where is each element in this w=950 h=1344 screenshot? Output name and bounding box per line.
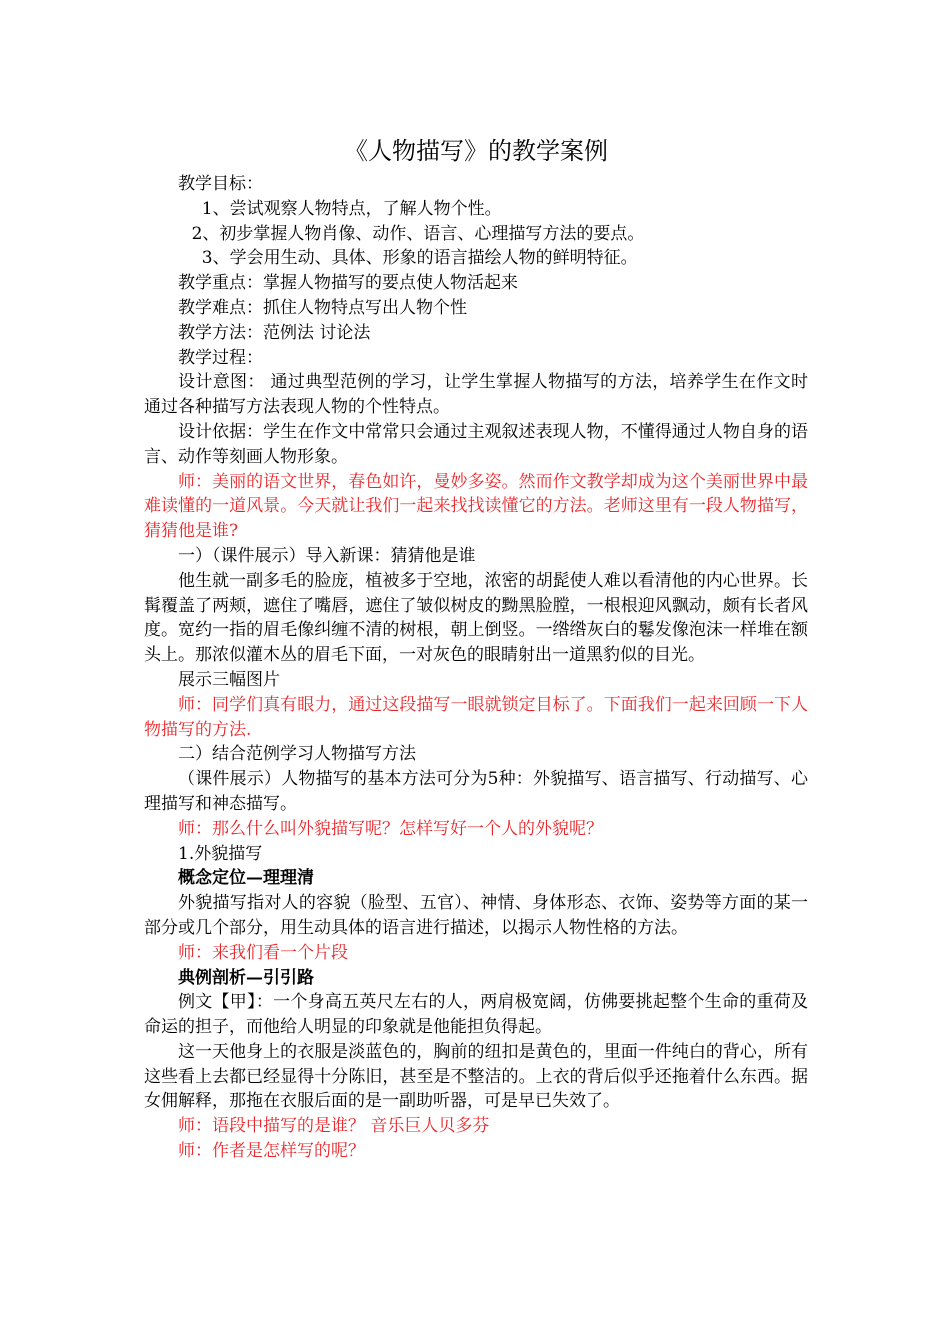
teacher-review: 师：同学们真有眼力，通过这段描写一眼就锁定目标了。下面我们一起来回顾一下人物描写的方法. [144, 694, 808, 740]
objective-1: 1、尝试观察人物特点，了解人物个性。 [201, 198, 502, 219]
document-body [144, 136, 808, 1164]
teaching-difficulty: 教学难点：抓住人物特点写出人物个性 [178, 297, 467, 318]
teaching-focus: 教学重点：掌握人物描写的要点使人物活起来 [178, 273, 518, 294]
section-1-heading: 一）（课件展示）导入新课：猜猜他是谁 [178, 545, 476, 566]
teaching-method: 教学方法：范例法 讨论法 [178, 322, 371, 343]
teacher-who: 师：语段中描写的是谁？ 音乐巨人贝多芬 [178, 1116, 490, 1137]
teacher-question-appearance: 师：那么什么叫外貌描写呢？怎样写好一个人的外貌呢？ [178, 818, 603, 839]
teaching-process-heading: 教学过程： [178, 347, 263, 368]
show-pictures: 展示三幅图片 [178, 669, 280, 690]
example-heading: 典例剖析—引引路 [178, 967, 314, 988]
example-a-continued: 这一天他身上的衣服是淡蓝色的，胸前的纽扣是黄色的，里面一件纯白的背心，所有这些看上去都已经显得十分陈旧，甚至是不整洁的。上衣的背后似乎还拖着什么东西。据女佣解释，那拖在衣服后面的是一副助听器，可是早已失效了。 [144, 1041, 808, 1112]
five-methods: （课件展示）人物描写的基本方法可分为5种：外貌描写、语言描写、行动描写、心理描写和神态描写。 [144, 769, 808, 814]
appearance-definition: 外貌描写指对人的容貌（脸型、五官）、神情、身体形态、衣饰、姿势等方面的某一部分或几个部分，用生动具体的语言进行描述，以揭示人物性格的方法。 [144, 893, 808, 938]
example-a: 例文【甲】：一个身高五英尺左右的人，两肩极宽阔，仿佛要挑起整个生命的重荷及命运的担子，而他给人明显的印象就是他能担负得起。 [144, 992, 808, 1038]
objective-3: 3、学会用生动、具体、形象的语言描绘人物的鲜明特征。 [201, 248, 638, 269]
teacher-fragment: 师：来我们看一个片段 [178, 942, 348, 963]
concept-heading: 概念定位—理理清 [178, 868, 314, 889]
design-basis: 设计依据：学生在作文中常常只会通过主观叙述表现人物，不懂得通过人物自身的语言、动作等刻画人物形象。 [144, 421, 808, 467]
document-title: 《人物描写》的教学案例 [344, 137, 608, 165]
objectives-heading: 教学目标： [178, 174, 263, 194]
section-2-heading: 二）结合范例学习人物描写方法 [178, 744, 416, 765]
guess-passage: 他生就一副多毛的脸庞，植被多于空地，浓密的胡髭使人难以看清他的内心世界。长髯覆盖了两颊，遮住了嘴唇，遮住了皱似树皮的黝黑脸膛，一根根迎风飘动，颇有长者风度。宽约一指的眉毛像纠缠不清的树根，朝上倒竖。一绺绺灰白的鬈发像泡沫一样堆在额头上。那浓似灌木丛的眉毛下面，一对灰色的眼睛射出一道黑豹似的目光。 [144, 570, 808, 666]
design-intent: 设计意图： 通过典型范例的学习，让学生掌握人物描写的方法，培养学生在作文时通过各种描写方法表现人物的个性特点。 [144, 372, 808, 418]
teacher-intro: 师：美丽的语文世界，春色如许，曼妙多姿。然而作文教学却成为这个美丽世界中最难读懂的一道风景。今天就让我们一起来找找读懂它的方法。老师这里有一段人物描写，猜猜他是谁? [144, 471, 808, 542]
teacher-how: 师：作者是怎样写的呢？ [178, 1141, 365, 1162]
objective-2: 2、初步掌握人物肖像、动作、语言、心理描写方法的要点。 [191, 223, 645, 244]
appearance-heading: 1.外貌描写 [178, 843, 263, 864]
